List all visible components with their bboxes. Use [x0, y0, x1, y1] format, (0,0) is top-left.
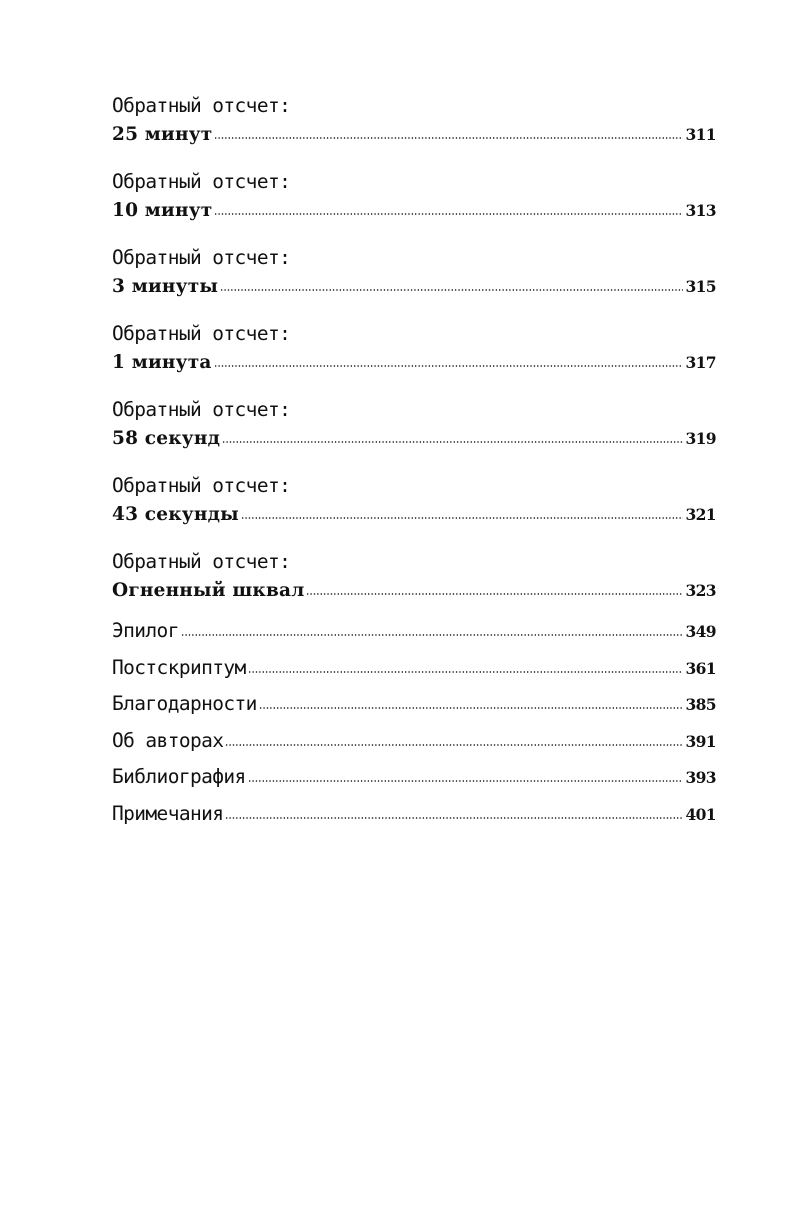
page-number: 315: [685, 277, 716, 296]
entry-line: [112, 272, 716, 302]
page-number: 391: [685, 731, 716, 751]
toc-entry: [112, 796, 716, 833]
dot-leader: [181, 634, 684, 636]
entry-title: Эпилог: [112, 619, 179, 642]
page-number: 311: [685, 125, 716, 144]
dot-leader: [222, 441, 683, 443]
entry-title: Библиография: [112, 765, 246, 788]
page-number: 321: [685, 505, 716, 524]
entry-title: 3 минуты: [112, 276, 219, 297]
page-number: 401: [685, 804, 716, 824]
entry-title: 1 минута: [112, 352, 212, 373]
dot-leader: [306, 593, 683, 595]
entry-line: [112, 196, 716, 226]
dot-leader: [214, 365, 684, 367]
page-number: 385: [685, 695, 716, 714]
entry-line: [112, 424, 716, 454]
toc-countdown-entry: [112, 92, 716, 150]
dot-leader: [248, 780, 684, 782]
page-number: 393: [685, 768, 716, 787]
toc-countdown-entry: [112, 244, 716, 302]
toc-entry: [112, 613, 716, 650]
dot-leader: [241, 517, 684, 519]
toc-countdown-entry: [112, 320, 716, 378]
toc-countdown-entry: [112, 396, 716, 454]
entry-line: [112, 120, 716, 150]
page-number: 323: [685, 581, 716, 600]
dot-leader: [225, 744, 683, 746]
entry-title: Об авторах: [112, 728, 224, 752]
toc-entry: [112, 650, 716, 687]
entry-kicker: Обратный отсчет:: [112, 398, 291, 421]
toc-entry: [112, 686, 716, 723]
page-number: 313: [685, 201, 716, 220]
toc-entry: [112, 759, 716, 796]
dot-leader: [248, 671, 684, 673]
page-number: 349: [685, 622, 716, 641]
entry-title: Постскриптум: [112, 655, 246, 679]
toc-countdown-entry: [112, 548, 716, 606]
entry-line: [112, 500, 716, 530]
toc-entry: [112, 723, 716, 760]
entry-title: 10 минут: [112, 200, 213, 221]
dot-leader: [214, 213, 683, 215]
entry-kicker: Обратный отсчет:: [112, 94, 291, 117]
entry-title: 43 секунды: [112, 504, 239, 525]
toc-countdown-entry: [112, 472, 716, 530]
dot-leader: [214, 137, 683, 139]
dot-leader: [225, 817, 683, 819]
entry-line: [112, 576, 716, 606]
toc-countdown-entry: [112, 168, 716, 226]
entry-title: Примечания: [112, 801, 224, 825]
entry-kicker: Обратный отсчет:: [112, 170, 291, 193]
dot-leader: [220, 289, 683, 291]
dot-leader: [259, 707, 684, 709]
page-number: 319: [685, 429, 716, 448]
entry-title: Огненный шквал: [112, 580, 305, 601]
page-number: 361: [685, 658, 716, 678]
page-number: 317: [685, 353, 716, 372]
table-of-contents: [112, 92, 716, 832]
entry-line: [112, 348, 716, 378]
entry-title: 25 минут: [112, 124, 213, 145]
entry-kicker: Обратный отсчет:: [112, 474, 291, 497]
entry-title: 58 секунд: [112, 428, 221, 449]
entry-title: Благодарности: [112, 692, 257, 715]
entry-kicker: Обратный отсчет:: [112, 550, 291, 573]
toc-back-matter: [112, 613, 716, 832]
entry-kicker: Обратный отсчет:: [112, 322, 291, 345]
entry-kicker: Обратный отсчет:: [112, 246, 291, 269]
